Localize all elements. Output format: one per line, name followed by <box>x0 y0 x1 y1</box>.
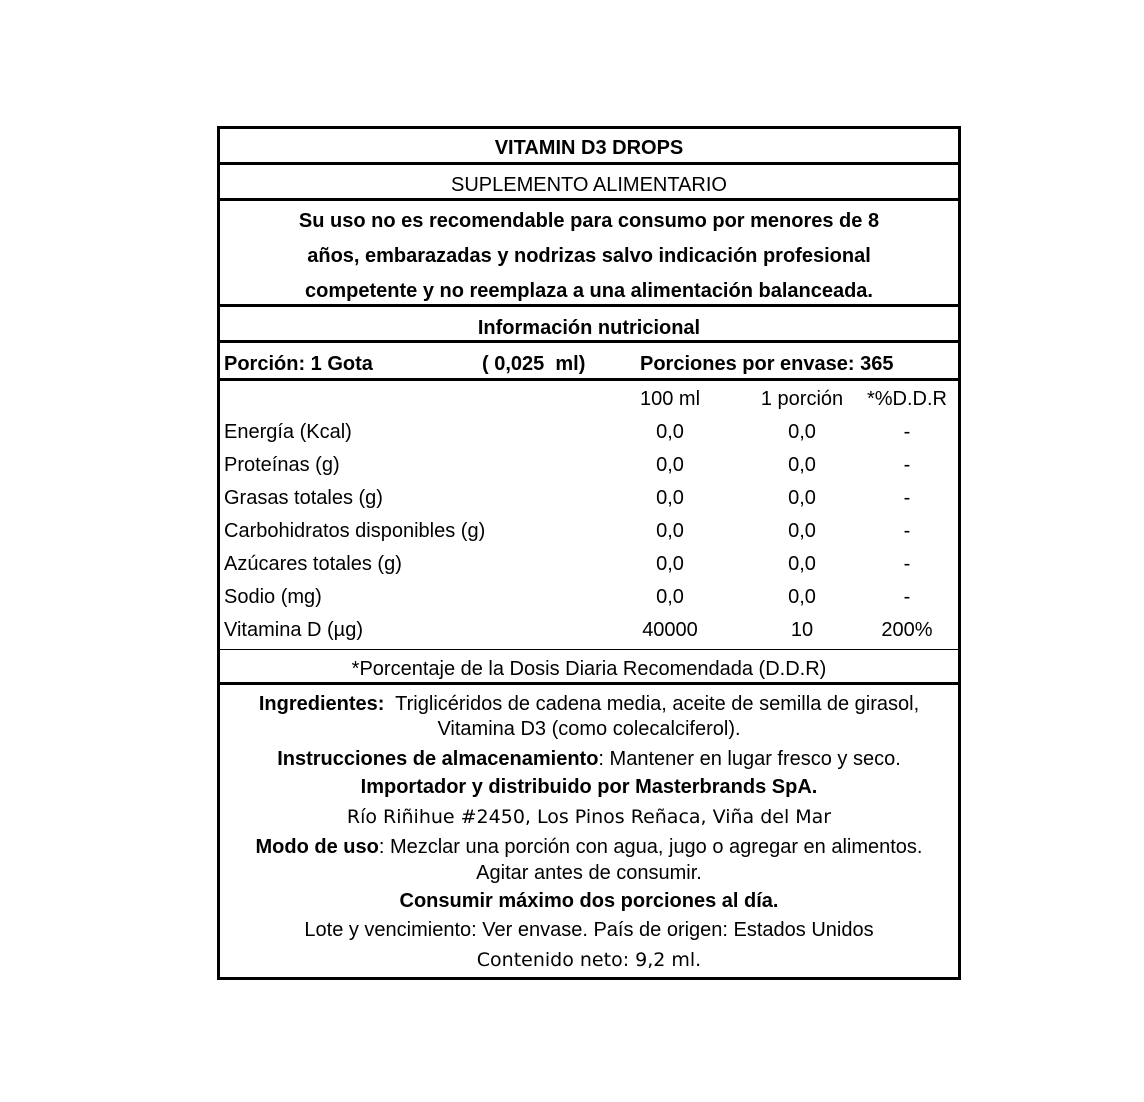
nutrient-name: Sodio (mg) <box>224 586 322 608</box>
table-row <box>220 449 958 482</box>
usage-line-2: Agitar antes de consumir. <box>476 862 702 884</box>
nutrient-per-100: 0,0 <box>656 454 684 476</box>
portions-per-container: Porciones por envase: 365 <box>640 353 894 375</box>
portion-amount: ( 0,025 ml) <box>482 353 586 375</box>
nutrient-per-portion: 10 <box>790 619 814 641</box>
portion-label: Porción: 1 Gota <box>224 353 373 375</box>
product-title: VITAMIN D3 DROPS <box>220 129 958 165</box>
nutrient-ddr: - <box>903 454 911 476</box>
warning-line: años, embarazadas y nodrizas salvo indicación profesional <box>307 245 871 267</box>
portion-row <box>220 346 958 381</box>
column-header-100ml: 100 ml <box>639 388 701 410</box>
nutrient-ddr: - <box>903 487 911 509</box>
address-line: Río Riñihue #2450, Los Pinos Reñaca, Viña del Mar <box>346 806 832 828</box>
table-row <box>220 515 958 548</box>
column-header-ddr: *%D.D.R <box>866 388 947 410</box>
nutrient-table <box>220 381 958 649</box>
nutrient-per-portion: 0,0 <box>788 487 816 509</box>
nutrient-ddr: 200% <box>881 619 933 641</box>
lot-origin-line: Lote y vencimiento: Ver envase. País de origen: Estados Unidos <box>304 919 874 941</box>
table-row <box>220 614 958 647</box>
nutrient-ddr: - <box>903 520 911 542</box>
ingredients-line-2: Vitamina D3 (como colecalciferol). <box>437 718 741 740</box>
net-content-line: Contenido neto: 9,2 ml. <box>476 949 702 971</box>
table-row <box>220 548 958 581</box>
nutrition-info-heading: Información nutricional <box>220 310 958 343</box>
nutrient-per-100: 0,0 <box>656 553 684 575</box>
table-row <box>220 416 958 449</box>
nutrient-name: Carbohidratos disponibles (g) <box>224 520 486 542</box>
table-row <box>220 581 958 614</box>
usage-label: Modo de uso <box>255 836 379 858</box>
importer-line: Importador y distribuido por Masterbrands SpA. <box>360 776 818 798</box>
warning-line: Su uso no es recomendable para consumo por menores de 8 <box>298 210 880 232</box>
nutrient-per-portion: 0,0 <box>788 553 816 575</box>
nutrient-per-100: 0,0 <box>656 520 684 542</box>
label-footer <box>220 688 958 977</box>
nutrient-ddr: - <box>903 553 911 575</box>
storage-line <box>220 745 958 773</box>
nutrient-ddr: - <box>903 586 911 608</box>
ingredients-label: Ingredientes: <box>258 693 385 715</box>
warning-line: competente y no reemplaza a una alimentación balanceada. <box>305 280 873 302</box>
storage-text: : Mantener en lugar fresco y seco. <box>598 748 901 770</box>
nutrient-per-portion: 0,0 <box>788 454 816 476</box>
nutrient-name: Azúcares totales (g) <box>224 553 402 575</box>
product-subtitle: SUPLEMENTO ALIMENTARIO <box>220 168 958 201</box>
ddr-footnote: *Porcentaje de la Dosis Diaria Recomendada (D.D.R) <box>220 649 958 685</box>
nutrient-per-portion: 0,0 <box>788 421 816 443</box>
storage-label: Instrucciones de almacenamiento <box>277 748 599 770</box>
usage-line <box>220 833 958 861</box>
nutrient-per-100: 0,0 <box>656 487 684 509</box>
usage-text: : Mezclar una porción con agua, jugo o agregar en alimentos. <box>378 836 923 858</box>
nutrient-name: Proteínas (g) <box>224 454 340 476</box>
nutrient-name: Energía (Kcal) <box>224 421 352 443</box>
nutrient-per-100: 40000 <box>642 619 698 641</box>
max-dose-line: Consumir máximo dos porciones al día. <box>399 890 779 912</box>
table-row <box>220 482 958 515</box>
nutrient-per-100: 0,0 <box>656 586 684 608</box>
nutrition-label <box>217 126 961 980</box>
nutrient-per-portion: 0,0 <box>788 586 816 608</box>
column-header-portion: 1 porción <box>760 388 844 410</box>
nutrient-ddr: - <box>903 421 911 443</box>
nutrient-per-portion: 0,0 <box>788 520 816 542</box>
nutrient-name: Grasas totales (g) <box>224 487 383 509</box>
ingredients-text: Triglicéridos de cadena media, aceite de semilla de girasol, <box>384 693 920 715</box>
warning-block <box>220 204 958 307</box>
ingredients-line <box>220 690 958 718</box>
nutrient-name: Vitamina D (µg) <box>224 619 363 641</box>
nutrient-per-100: 0,0 <box>656 421 684 443</box>
nutrient-table-header <box>220 383 958 416</box>
